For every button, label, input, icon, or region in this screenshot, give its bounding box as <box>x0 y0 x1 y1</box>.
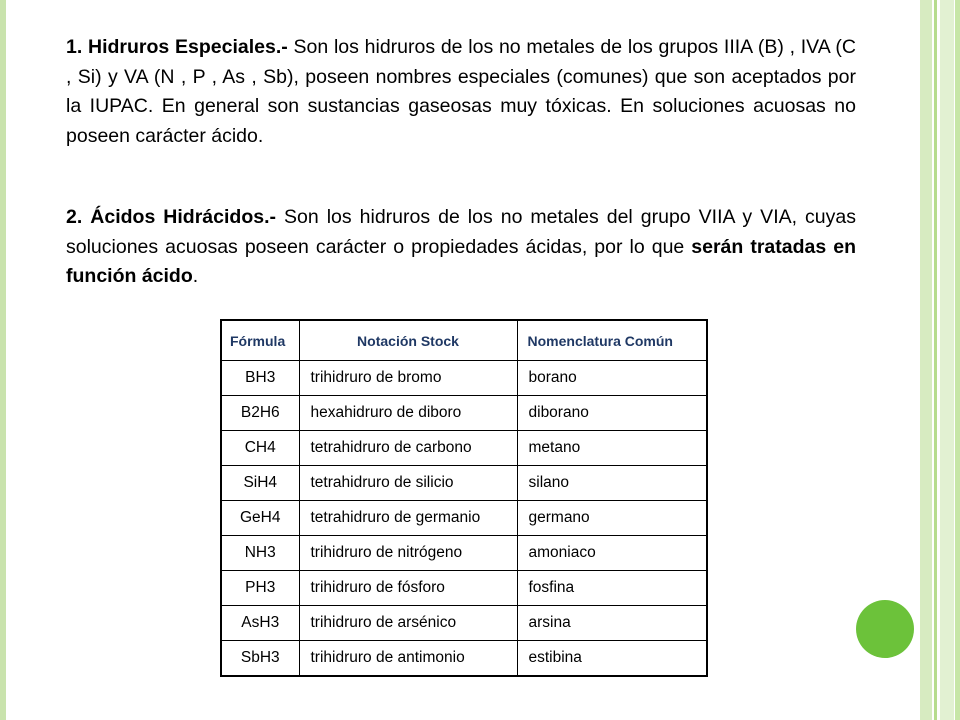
stock-cell: hexahidruro de diboro <box>299 396 517 431</box>
decorative-green-circle <box>856 600 914 658</box>
table-row <box>221 466 707 501</box>
table-body <box>221 361 707 677</box>
header-formula: Fórmula <box>221 320 299 361</box>
comun-cell: amoniaco <box>517 536 707 571</box>
table-header-row <box>221 320 707 361</box>
table-row <box>221 606 707 641</box>
formula-cell: NH3 <box>221 536 299 571</box>
comun-cell: borano <box>517 361 707 396</box>
comun-cell: fosfina <box>517 571 707 606</box>
paragraph2-tail: . <box>192 265 199 287</box>
paragraph-acidos-hidracidos <box>66 203 856 292</box>
comun-cell: diborano <box>517 396 707 431</box>
formula-cell: B2H6 <box>221 396 299 431</box>
paragraph2-heading: 2. Ácidos Hidrácidos.- <box>66 206 276 228</box>
stock-cell: trihidruro de bromo <box>299 361 517 396</box>
paragraph2-emphasis: serán tratadas en función ácido <box>66 235 856 287</box>
comun-cell: metano <box>517 431 707 466</box>
table-row <box>221 361 707 396</box>
stock-cell: trihidruro de fósforo <box>299 571 517 606</box>
paragraph-hidruros-especiales <box>66 33 856 151</box>
comun-cell: germano <box>517 501 707 536</box>
stock-cell: tetrahidruro de germanio <box>299 501 517 536</box>
table-row <box>221 431 707 466</box>
right-stripe-c <box>940 0 954 720</box>
formula-cell: BH3 <box>221 361 299 396</box>
header-stock: Notación Stock <box>299 320 517 361</box>
table-row <box>221 396 707 431</box>
formula-cell: PH3 <box>221 571 299 606</box>
right-stripe-d <box>955 0 960 720</box>
table-row <box>221 501 707 536</box>
comun-cell: arsina <box>517 606 707 641</box>
stock-cell: tetrahidruro de silicio <box>299 466 517 501</box>
paragraph2-text: Son los hidruros de los no metales del grupo VIIA y VIA, cuyas soluciones acuosas poseen carácter o propiedades ácidas, por lo que <box>66 206 856 258</box>
stock-cell: trihidruro de arsénico <box>299 606 517 641</box>
formula-cell: SbH3 <box>221 641 299 677</box>
right-stripe-b <box>934 0 937 720</box>
header-comun: Nomenclatura Común <box>517 320 707 361</box>
stock-cell: trihidruro de antimonio <box>299 641 517 677</box>
formula-cell: SiH4 <box>221 466 299 501</box>
stock-cell: tetrahidruro de carbono <box>299 431 517 466</box>
comun-cell: estibina <box>517 641 707 677</box>
formula-cell: CH4 <box>221 431 299 466</box>
formula-cell: AsH3 <box>221 606 299 641</box>
stock-cell: trihidruro de nitrógeno <box>299 536 517 571</box>
table-row <box>221 641 707 677</box>
table-row <box>221 571 707 606</box>
paragraph1-text: Son los hidruros de los no metales de los grupos IIIA (B) , IVA (C , Si) y VA (N , P , As , Sb), poseen nombres especiales (comunes) que son aceptados por la IUPAC. En general son sustancias gaseosas muy tóxicas. En soluciones acuosas no poseen carácter ácido. <box>66 36 856 147</box>
table-row <box>221 536 707 571</box>
comun-cell: silano <box>517 466 707 501</box>
paragraph1-heading: 1. Hidruros Especiales.- <box>66 36 288 58</box>
left-decorative-stripe <box>0 0 6 720</box>
hydrides-table <box>220 319 708 677</box>
right-stripe-a <box>920 0 932 720</box>
formula-cell: GeH4 <box>221 501 299 536</box>
